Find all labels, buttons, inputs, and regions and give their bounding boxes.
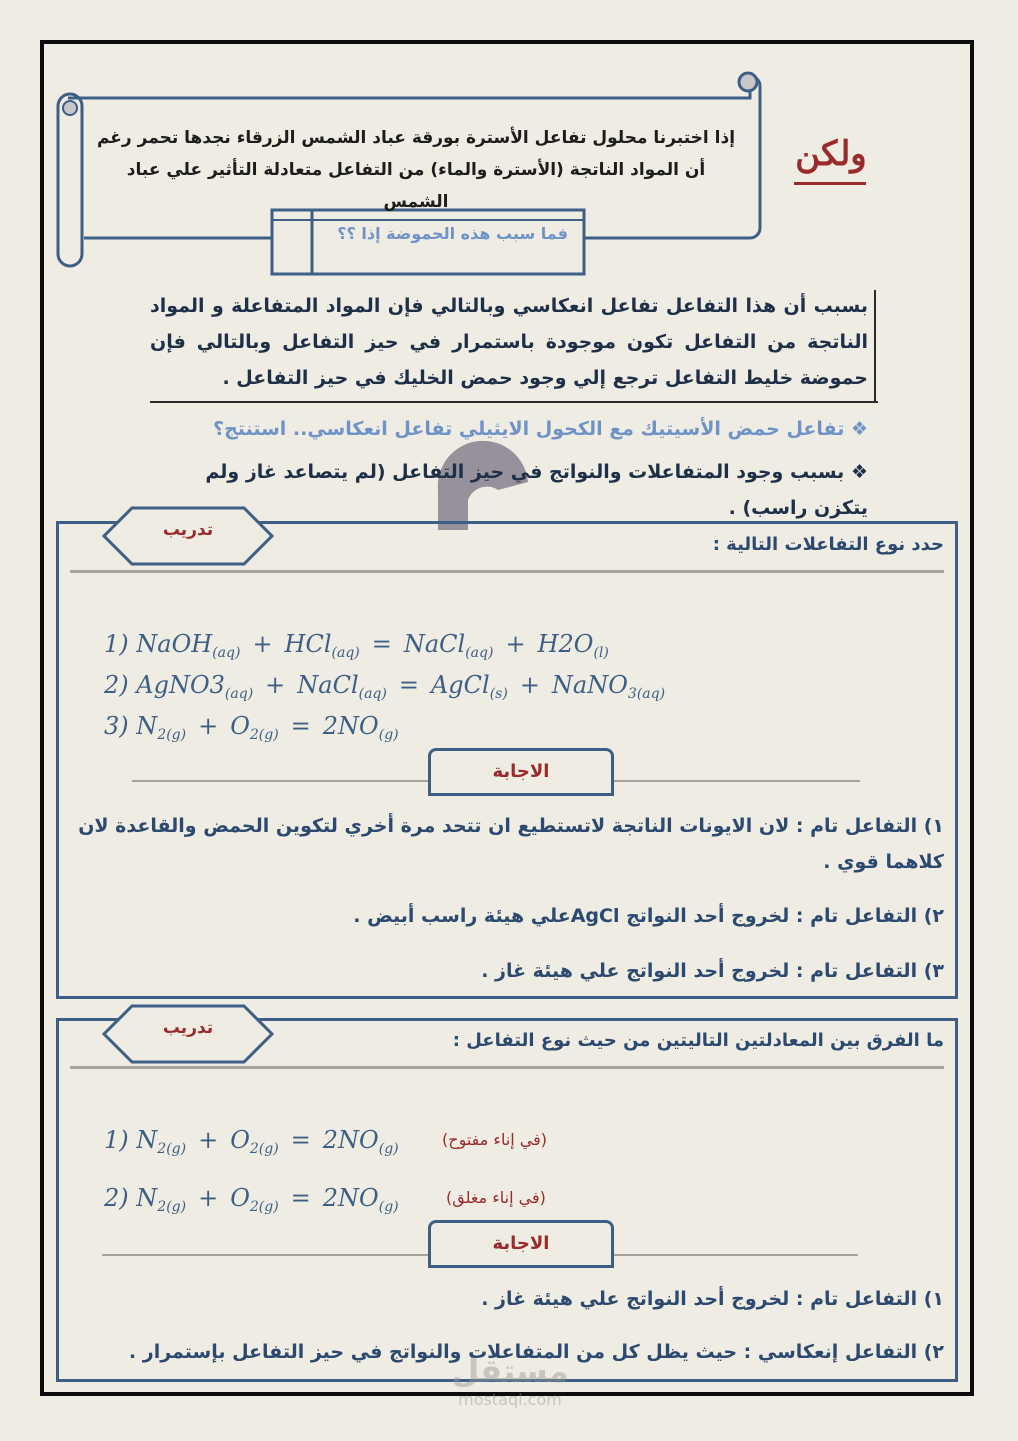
- scroll-question: فما سبب هذه الحموضة إذا ؟؟: [337, 224, 568, 243]
- equation-2: 2) $AgNO3_{(aq)}$ + NaCl$_{(aq)}$ = AgCl$_{(s)}$ + NaNO$_{3(aq)}$: [104, 671, 666, 702]
- reason-paragraph: بسبب أن هذا التفاعل تفاعل انعكاسي وبالتالي فإن المواد المتفاعلة و المواد الناتجة من التفاعل تكون موجودة باستمرار في حيز التفاعل وبالتالي فإن حموضة خليط التفاعل ترجع إلي وجود حمض الخليك في حيز التفاعل .: [150, 295, 868, 389]
- condition-open: (في إناء مفتوح): [442, 1130, 548, 1149]
- reason-side-rule: [874, 290, 876, 402]
- answer-1-1: ١) التفاعل تام : لان الايونات الناتجة لاتستطيع ان تتحد مرة أخري لتكوين الحمض والقاعدة لان كلاهما قوي .: [78, 815, 944, 873]
- reason-bottom-rule: [150, 401, 878, 403]
- walakin-underline: [794, 182, 866, 185]
- equation-closed-vessel: 2) $N_{2(g)} + O_{2(g)} = 2NO_{(g)}$: [104, 1184, 399, 1215]
- answer-2-1: ١) التفاعل تام : لخروج أحد النواتج علي هيئة غاز .: [481, 1288, 944, 1310]
- walakin-heading: ولكن: [795, 134, 867, 174]
- bullet-question: [150, 418, 868, 440]
- answer-1-2: ٢) التفاعل تام : لخروج أحد النواتج AgClعلي هيئة راسب أبيض .: [353, 905, 944, 927]
- training-divider-1: [70, 570, 944, 573]
- condition-closed: (في إناء مغلق): [446, 1188, 546, 1207]
- equation-1: 1) NaOH$_{(aq)}$ + HCl$_{(aq)}$ = NaCl$_{(aq)}$ + $H2O_{(l)}$: [104, 630, 609, 661]
- equation-open-vessel: 1) $N_{2(g)} + O_{2(g)} = 2NO_{(g)}$: [104, 1126, 399, 1157]
- bullet-question-text: تفاعل حمض الأسيتيك مع الكحول الايثيلي تفاعل انعكاسي.. استنتج؟: [213, 418, 845, 440]
- diamond-bullet-icon: ❖: [850, 418, 868, 440]
- training-label-1: تدريب: [162, 520, 214, 540]
- training-question-1: حدد نوع التفاعلات التالية :: [712, 534, 944, 555]
- training-divider-2: [70, 1066, 944, 1069]
- equation-3: 3) $N_{2(g)} + O_{2(g)} = 2NO_{(g)}$: [104, 712, 399, 743]
- answer-2-2: ٢) التفاعل إنعكاسي : حيث يظل كل من المتفاعلات والنواتج في حيز التفاعل بإستمرار .: [128, 1341, 944, 1363]
- bullet-answer-text: بسبب وجود المتفاعلات والنواتج في حيز التفاعل (لم يتصاعد غاز ولم يتكزن راسب) .: [205, 461, 868, 519]
- answer-tab-1: الاجابة: [428, 748, 614, 796]
- watermark-site: mostaql.com: [458, 1390, 562, 1409]
- diamond-bullet-icon: ❖: [850, 461, 868, 483]
- watermark-logo: مستقل: [451, 1352, 569, 1390]
- training-question-2: ما الفرق بين المعادلتين التاليتين من حيث نوع التفاعل :: [452, 1030, 944, 1051]
- answer-tab-2: الاجابة: [428, 1220, 614, 1268]
- answer-1-3: ٣) التفاعل تام : لخروج أحد النواتج علي هيئة غاز .: [481, 960, 944, 982]
- scroll-text: إذا اختبرنا محلول تفاعل الأسترة بورقة عباد الشمس الزرقاء نجدها تحمر رغم أن المواد الناتجة (الأسترة والماء) من التفاعل متعادلة التأثير علي عباد الشمس: [96, 128, 736, 212]
- training-label-2: تدريب: [162, 1018, 214, 1038]
